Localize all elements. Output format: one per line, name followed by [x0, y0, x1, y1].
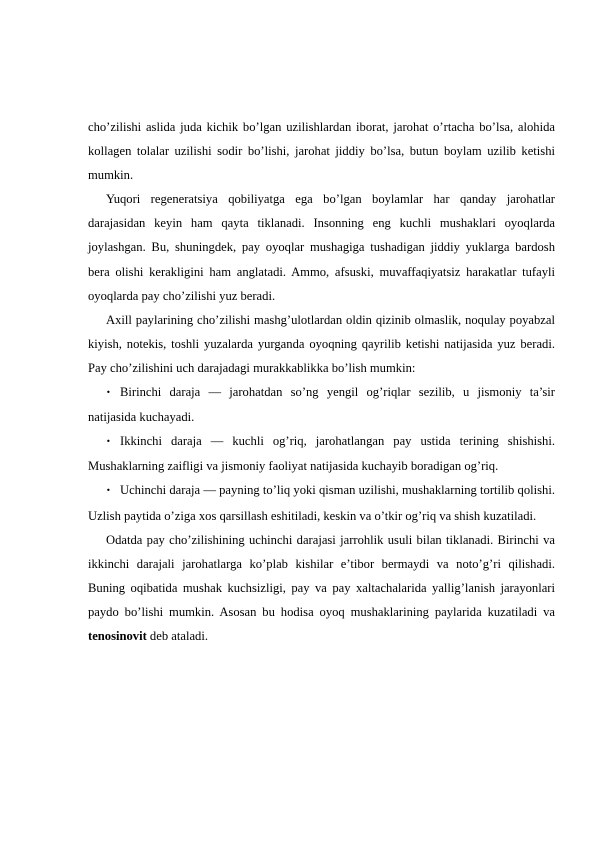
paragraph-2: Yuqori regeneratsiya qobiliyatga ega bo’lgan boylamlar har qanday jarohatlar darajasidan keyin ham qayta tiklanadi. Insonning eng kuchli mushaklari oyoqlarda joylashgan. Bu, shuningdek, pay oyoqlar mushagiga tushadigan jiddiy yuklarga bardosh bera olishi kerakligini ham anglatadi. Ammo, afsuski, muvaffaqiyatsiz harakatlar tufayli oyoqlarda pay cho’zilishi yuz beradi. — [88, 192, 555, 303]
bullet-item-2 — [88, 429, 555, 478]
closing-tail: deb ataladi. — [146, 628, 208, 643]
paragraph-1: cho’zilishi aslida juda kichik bo’lgan uzilishlardan iborat, jarohat o’rtacha bo’lsa, alohida kollagen tolalar uzilishi sodir bo’lishi, jarohat jiddiy bo’lsa, butun boylam uzilib ketishi mumkin. — [88, 120, 555, 183]
paragraph-3: Axill paylarining cho’zilishi mashg’ulotlardan oldin qizinib olmaslik, noqulay poyabzal kiyish, notekis, toshli yuzalarda yurganda oyoqning qayrilib ketishi natijasida yuz beradi. Pay cho’zilishini uch darajadagi murakkablikka bo’lish mumkin: — [88, 312, 555, 375]
bullet-text-1: Birinchi daraja — jarohatdan so’ng yengil og’riqlar sezilib, u jismoniy ta’sir natijasida kuchayadi. — [88, 385, 555, 425]
document-page — [88, 115, 555, 648]
bullet-icon: • — [106, 388, 111, 398]
bullet-icon: • — [106, 437, 111, 447]
term-tenosinovit: tenosinovit — [88, 628, 147, 643]
bullet-text-2: Ikkinchi daraja — kuchli og’riq, jarohatlangan pay ustida terining shishishi. Mushaklarning zaifligi va jismoniy faoliyat natijasida kuchayib boradigan og’riq. — [88, 434, 555, 474]
bullet-item-3 — [88, 478, 555, 527]
closing-text: Odatda pay cho’zilishining uchinchi darajasi jarrohlik usuli bilan tiklanadi. Birinchi va ikkinchi darajali jarohatlarga ko’plab kishilar e’tibor bermaydi va noto’g’ri qilishadi. Buning oqibatida mushak kuchsizligi, pay va pay xaltachalarida yallig’lanish jarayonlari paydo bo’lishi mumkin. Asosan bu hodisa oyoq mushaklarining paylarida kuzatiladi va — [88, 532, 555, 619]
bullet-text-3: Uchinchi daraja — payning to’liq yoki qisman uzilishi, mushaklarning tortilib qolishi. Uzlish paytida o’ziga xos qarsillash eshitiladi, keskin va o’tkir og’riq va shish kuzatiladi. — [88, 483, 555, 523]
bullet-item-1 — [88, 380, 555, 429]
bullet-icon: • — [106, 486, 111, 496]
paragraph-closing — [88, 528, 555, 648]
